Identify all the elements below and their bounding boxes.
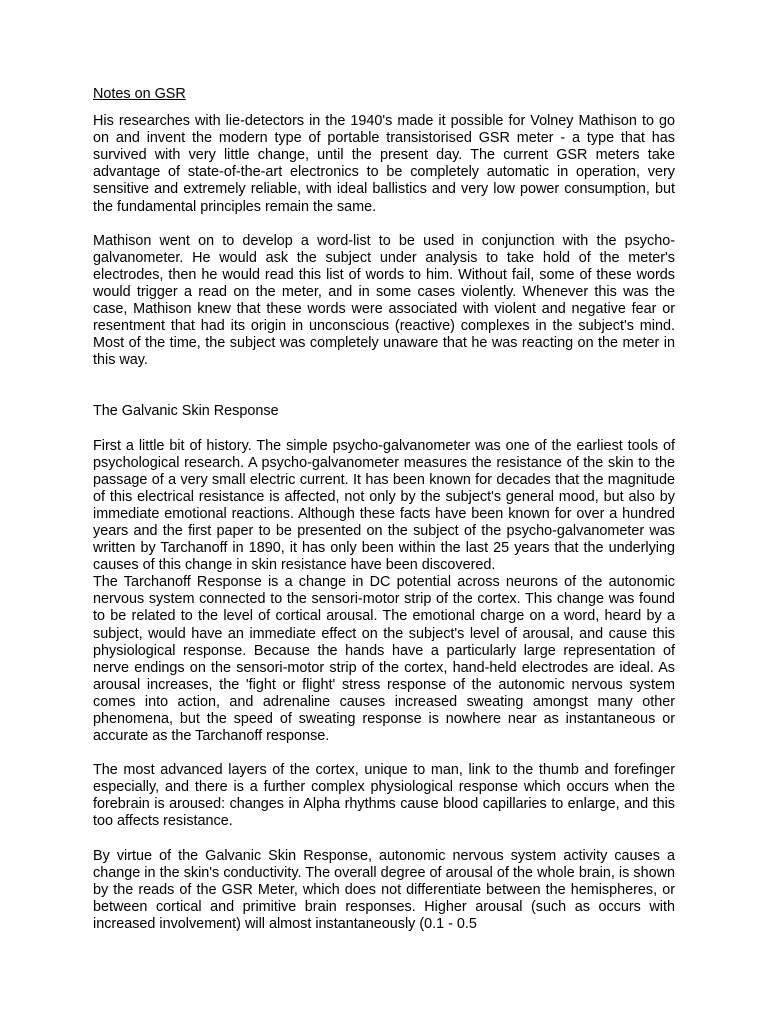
- paragraph-gsr-conductivity: By virtue of the Galvanic Skin Response, autonomic nervous system activity causes a change in the skin's conductivity. The overall degree of arousal of the whole brain, is shown by the reads of the GSR Meter, which does not differentiate between the hemispheres, or between cortical and primitive brain responses. Higher arousal (such as occurs with increased involvement) will almost instantaneously (0.1 - 0.5: [93, 847, 675, 932]
- paragraph-history: First a little bit of history. The simple psycho-galvanometer was one of the earliest tools of psychological research. A psycho-galvanometer measures the resistance of the skin to the passage of a very small electric current. It has been known for decades that the magnitude of this electrical resistance is affected, not only by the subject's general mood, but also by immediate emotional reactions. Although these facts have been known for over a hundred years and the first paper to be presented on the subject of the psycho-galvanometer was written by Tarchanoff in 1890, it has only been within the last 25 years that the underlying causes of this change in skin resistance have been discovered.: [93, 437, 675, 574]
- document-title: Notes on GSR: [93, 86, 186, 102]
- paragraph-cortex-layers: The most advanced layers of the cortex, unique to man, link to the thumb and forefinger especially, and there is a further complex physiological response which occurs when the forebrain is aroused: changes in Alpha rhythms cause blood capillaries to enlarge, and this too affects resistance.: [93, 762, 675, 830]
- section-heading: The Galvanic Skin Response: [93, 403, 279, 420]
- document-page: [93, 86, 675, 933]
- paragraph-mathison-meter: His researches with lie-detectors in the 1940's made it possible for Volney Mathison to go on and invent the modern type of portable transistorised GSR meter - a type that has survived with very little change, until the present day. The current GSR meters take advantage of state-of-the-art electronics to be completely automatic in operation, very sensitive and extremely reliable, with ideal ballistics and very low power consumption, but the fundamental principles remain the same.: [93, 113, 675, 215]
- paragraph-word-list: Mathison went on to develop a word-list to be used in conjunction with the psycho-galvanometer. He would ask the subject under analysis to take hold of the meter's electrodes, then he would read this list of words to him. Without fail, some of these words would trigger a read on the meter, and in some cases violently. Whenever this was the case, Mathison knew that these words were associated with violent and negative fear or resentment that had its origin in unconscious (reactive) complexes in the subject's mind. Most of the time, the subject was completely unaware that he was reacting on the meter in this way.: [93, 232, 675, 369]
- paragraph-tarchanoff-response: The Tarchanoff Response is a change in DC potential across neurons of the autonomic nervous system connected to the sensori-motor strip of the cortex. This change was found to be related to the level of cortical arousal. The emotional charge on a word, heard by a subject, would have an immediate effect on the subject's level of arousal, and cause this physiological response. Because the hands have a particularly large representation of nerve endings on the sensori-motor strip of the cortex, hand-held electrodes are ideal. As arousal increases, the 'fight or flight' stress response of the autonomic nervous system comes into action, and adrenaline causes increased sweating amongst many other phenomena, but the speed of sweating response is nowhere near as instantaneous or accurate as the Tarchanoff response.: [93, 574, 675, 745]
